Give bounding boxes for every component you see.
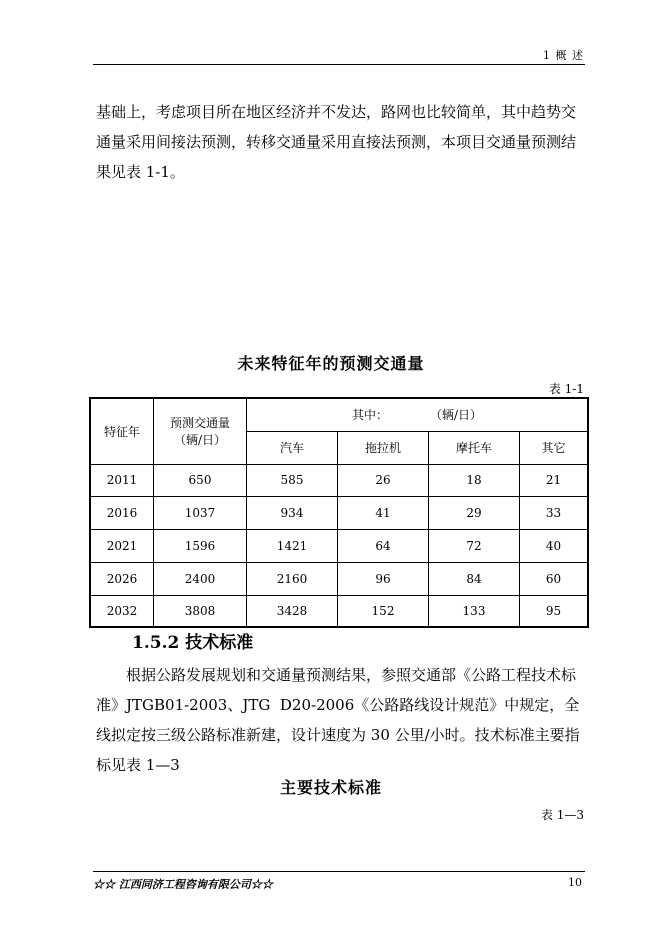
header-total-line2: （辆/日） [173,433,227,448]
section-heading: 1.5.2 技术标准 [132,633,254,653]
header-tractor: 拖拉机 [338,431,429,464]
cell-total: 1596 [154,529,247,562]
cell-other: 21 [520,464,589,496]
cell-motorcycle: 72 [429,529,520,562]
table-row [90,464,588,496]
cell-year: 2011 [90,464,154,496]
cell-total: 2400 [154,562,247,595]
cell-car: 3428 [247,595,338,627]
header-motorcycle: 摩托车 [429,431,520,464]
cell-motorcycle: 18 [429,464,520,496]
header-rule [93,64,585,65]
cell-total: 3808 [154,595,247,627]
table-row [90,496,588,529]
header-total [154,398,247,464]
cell-year: 2021 [90,529,154,562]
page-number: 10 [568,876,582,889]
cell-year: 2026 [90,562,154,595]
cell-tractor: 152 [338,595,429,627]
forecast-table [89,397,589,628]
tech-paragraph-text: 根据公路发展规划和交通量预测结果，参照交通部《公路工程技术标准》JTGB01-2003、JTG D20-2006《公路路线设计规范》中规定，全线拟定按三级公路标准新建，设计速度为 30 公里/小时。技术标准主要指标见表 1—3 [96,666,580,774]
header-group: 其中： （辆/日） [247,398,589,431]
cell-other: 95 [520,595,589,627]
table-row [90,562,588,595]
header-total-line1: 预测交通量 [169,416,230,431]
cell-motorcycle: 133 [429,595,520,627]
cell-car: 1421 [247,529,338,562]
header-other: 其它 [520,431,589,464]
cell-tractor: 96 [338,562,429,595]
cell-other: 60 [520,562,589,595]
cell-tractor: 41 [338,496,429,529]
table1-number: 表 1-1 [548,382,584,396]
cell-motorcycle: 84 [429,562,520,595]
cell-car: 934 [247,496,338,529]
cell-total: 650 [154,464,247,496]
table-header-row [90,398,588,431]
table2-title: 主要技术标准 [279,778,382,797]
table-row [90,529,588,562]
footer-company: ☆☆ 江西同济工程咨询有限公司☆☆ [93,878,273,891]
footer-rule [93,871,585,872]
tech-paragraph [96,660,590,780]
cell-year: 2032 [90,595,154,627]
table2-number: 表 1—3 [540,808,584,822]
table-row [90,595,588,627]
cell-tractor: 64 [338,529,429,562]
cell-tractor: 26 [338,464,429,496]
header-car: 汽车 [247,431,338,464]
cell-year: 2016 [90,496,154,529]
running-header: 1 概 述 [543,49,584,62]
cell-motorcycle: 29 [429,496,520,529]
intro-paragraph: 基础上，考虑项目所在地区经济并不发达，路网也比较简单，其中趋势交通量采用间接法预测，转移交通量采用直接法预测，本项目交通量预测结果见表 1-1。 [96,103,577,181]
cell-car: 585 [247,464,338,496]
cell-car: 2160 [247,562,338,595]
cell-total: 1037 [154,496,247,529]
cell-other: 33 [520,496,589,529]
cell-other: 40 [520,529,589,562]
header-year: 特征年 [90,398,154,464]
table1-title: 未来特征年的预测交通量 [237,354,425,373]
